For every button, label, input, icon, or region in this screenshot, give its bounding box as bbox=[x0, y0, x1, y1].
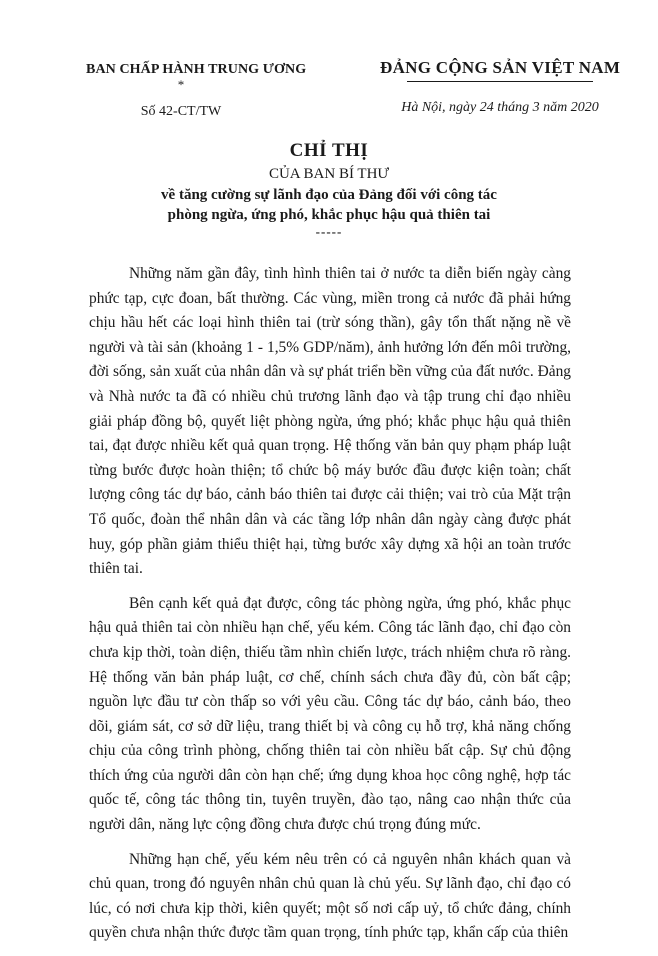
paragraph: Bên cạnh kết quả đạt được, công tác phòng ngừa, ứng phó, khắc phục hậu quả thiên tai còn nhiều hạn chế, yếu kém. Công tác lãnh đạo, chỉ đạo còn chưa kịp thời, toàn diện, thiếu tầm nhìn chiến lược, trách nhiệm chưa rõ ràng. Hệ thống văn bản pháp luật, cơ chế, chính sách chưa đầy đủ, còn bất cập; nguồn lực đầu tư còn thấp so với yêu cầu. Công tác dự báo, cảnh báo, theo dõi, giám sát, cơ sở dữ liệu, trang thiết bị và công cụ hỗ trợ, khả năng chống chịu của công trình phòng, chống thiên tai còn nhiều bất cập. Sự chủ động thích ứng của người dân còn hạn chế; ứng dụng khoa học công nghệ, hợp tác quốc tế, công tác thông tin, tuyên truyền, đào tạo, nâng cao nhận thức của người dân, năng lực cộng đồng chưa được chú trọng đúng mức. bbox=[89, 594, 571, 834]
document-type: CHỈ THỊ bbox=[289, 140, 369, 161]
party-name: ĐẢNG CỘNG SẢN VIỆT NAM bbox=[380, 58, 621, 77]
paragraph: Những hạn chế, yếu kém nêu trên có cả nguyên nhân khách quan và chủ quan, trong đó nguyên nhân chủ quan là chủ yếu. Sự lãnh đạo, chỉ đạo có lúc, có nơi chưa kịp thời, kiên quyết; một số nơi cấp uỷ, tổ chức đảng, chính quyền chưa nhận thức được tầm quan trọng, tính phức tạp, khẩn cấp của thiên bbox=[89, 850, 571, 942]
subject-line-2: phòng ngừa, ứng phó, khắc phục hậu quả thiên tai bbox=[167, 207, 491, 223]
document-number: Số 42-CT/TW bbox=[140, 104, 222, 119]
issuing-organization: BAN CHẤP HÀNH TRUNG ƯƠNG bbox=[86, 62, 307, 77]
place-date-line: Hà Nội, ngày 24 tháng 3 năm 2020 bbox=[401, 100, 599, 115]
star-divider: * bbox=[177, 77, 185, 92]
title-separator: ----- bbox=[315, 224, 343, 239]
party-underline bbox=[407, 81, 593, 82]
issuing-body-block bbox=[86, 62, 307, 120]
party-header-block bbox=[380, 58, 620, 116]
paragraph: Những năm gần đây, tình hình thiên tai ở nước ta diễn biến ngày càng phức tạp, cực đoan, bất thường. Các vùng, miền trong cả nước đã phải hứng chịu hầu hết các loại hình thiên tai (trừ sóng thần), gây tổn thất nặng nề về người và tài sản (khoảng 1 - 1,5% GDP/năm), ảnh hưởng lớn đến môi trường, đời sống, sản xuất của nhân dân và sự phát triển bền vững của đất nước. Đảng và Nhà nước ta đã có nhiều chủ trương lãnh đạo và tập trung chỉ đạo nhiều giải pháp đồng bộ, quyết liệt phòng ngừa, ứng phó; khắc phục hậu quả thiên tai, đạt được nhiều kết quả quan trọng. Hệ thống văn bản quy phạm pháp luật từng bước được hoàn thiện; tổ chức bộ máy bước đầu được kiện toàn; chất lượng công tác dự báo, cảnh báo thiên tai được cải thiện; vai trò của Mặt trận Tổ quốc, đoàn thể nhân dân và các tầng lớp nhân dân ngày càng được phát huy, góp phần giảm thiểu thiệt hại, từng bước xây dựng xã hội an toàn trước thiên tai. bbox=[89, 265, 571, 578]
title-block bbox=[0, 140, 658, 240]
body-text bbox=[89, 262, 571, 956]
document-issuer: CỦA BAN BÍ THƯ bbox=[268, 166, 390, 182]
subject-line-1: về tăng cường sự lãnh đạo của Đảng đối với công tác bbox=[161, 187, 497, 203]
